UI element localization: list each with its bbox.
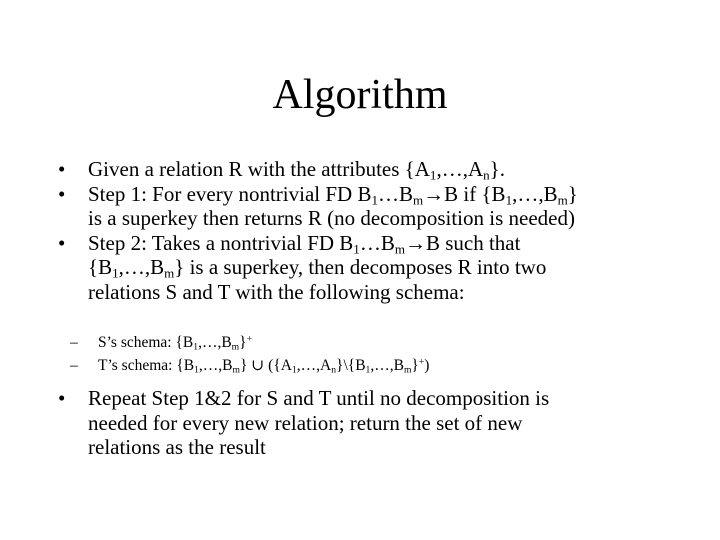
bullet-list-continued (58, 386, 698, 460)
subscript: 1 (429, 167, 437, 183)
subscript: m (231, 341, 240, 353)
bullet-symbol: • (58, 157, 66, 181)
superscript: + (246, 333, 253, 345)
text-run: ,…,A (296, 357, 332, 374)
text-run: B such that (425, 230, 521, 255)
text-run: } (567, 181, 578, 206)
text-run: …B (359, 230, 395, 255)
text-run: }. (489, 157, 505, 181)
subscript: 1 (194, 364, 199, 376)
text-run: } (411, 357, 419, 374)
text-run: …B (378, 181, 414, 206)
text-run: } ∪ ({A (239, 357, 292, 374)
superscript: + (418, 356, 425, 368)
arrow-icon: → (423, 181, 445, 206)
sub-item-s-schema (70, 331, 700, 354)
text-run: {B (88, 255, 113, 279)
text-run: ,…,B (512, 181, 558, 206)
subscript: m (394, 240, 405, 256)
sub-list (70, 331, 700, 377)
subscript: 1 (193, 341, 199, 353)
bullet-text-line: is a superkey then returns R (no decomposition is needed) (88, 206, 575, 230)
text-run: ,…,B (118, 255, 165, 279)
text-run: Given a relation R with the attributes {A (88, 157, 430, 181)
bullet-symbol: • (58, 181, 66, 206)
bullet-text-line (88, 231, 698, 256)
bullet-text-line: needed for every new relation; return the set of new (88, 410, 523, 435)
bullet-text-line: relations S and T with the following schema: (88, 279, 465, 304)
text-run: } (239, 334, 247, 351)
subscript: n (483, 167, 490, 183)
subscript: 1 (353, 240, 360, 256)
subscript: m (403, 364, 412, 376)
bullet-text-line: relations as the result (88, 435, 266, 459)
bullet-item-step1 (58, 182, 698, 231)
subscript: 1 (505, 191, 513, 207)
bullet-text (88, 157, 505, 181)
bullet-item-step2 (58, 231, 698, 305)
subscript: m (232, 364, 240, 376)
slide-title: Algorithm (272, 72, 448, 118)
subscript: 1 (365, 364, 371, 376)
text-run: ,…,B (198, 334, 232, 351)
subscript: m (557, 191, 568, 207)
dash-symbol: – (70, 357, 78, 374)
text-run: ) (424, 357, 430, 374)
text-run: Step 1: For every nontrivial FD B (88, 181, 372, 206)
bullet-item-given (58, 157, 698, 182)
sub-item-t-schema (70, 354, 700, 377)
text-run: ,…,B (370, 357, 404, 374)
subscript: m (413, 191, 424, 207)
dash-symbol: – (70, 334, 78, 351)
bullet-symbol: • (58, 230, 66, 255)
text-run: } is a superkey, then decomposes R into two (174, 255, 547, 279)
subscript: m (164, 265, 175, 281)
subscript: 1 (112, 265, 119, 281)
text-run: }\{B (336, 357, 366, 374)
text-run: ,…,B (198, 357, 233, 374)
subscript: 1 (371, 191, 378, 207)
text-run: ,…,A (436, 157, 484, 181)
bullet-list (58, 157, 698, 304)
arrow-icon: → (404, 230, 426, 255)
bullet-text-line: Repeat Step 1&2 for S and T until no decomposition is (88, 386, 550, 410)
bullet-item-repeat (58, 386, 698, 460)
subscript: 1 (291, 364, 297, 376)
bullet-symbol: • (58, 386, 66, 410)
bullet-text-line (88, 182, 698, 207)
text-run: Step 2: Takes a nontrivial FD B (88, 230, 354, 255)
subscript: n (331, 364, 337, 376)
text-run: S’s schema: {B (98, 334, 194, 351)
text-run: T’s schema: {B (98, 357, 195, 374)
text-run: B if {B (444, 181, 506, 206)
bullet-text-line (88, 255, 698, 280)
